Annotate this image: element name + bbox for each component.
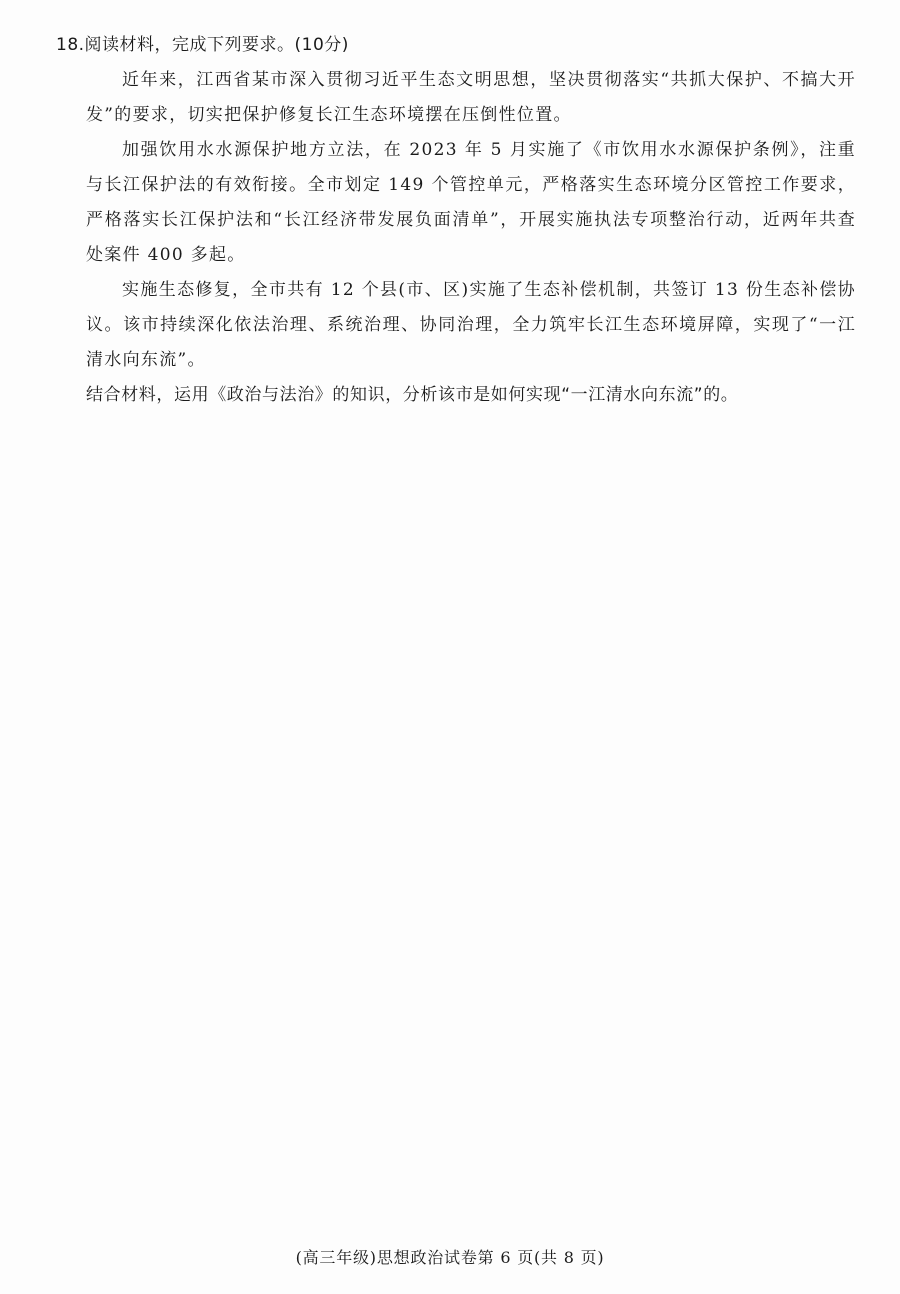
- question-task: 结合材料，运用《政治与法治》的知识，分析该市是如何实现“一江清水向东流”的。: [86, 385, 739, 405]
- material-paragraph-1: 近年来，江西省某市深入贯彻习近平生态文明思想，坚决贯彻落实“共抓大保护、不搞大开发”的要求，切实把保护修复长江生态环境摆在压倒性位置。: [86, 70, 856, 125]
- material-paragraph-3: 实施生态修复，全市共有 12 个县(市、区)实施了生态补偿机制，共签订 13 份生态补偿协议。该市持续深化依法治理、系统治理、协同治理，全力筑牢长江生态环境屏障，实现了“一江清水向东流”。: [86, 280, 856, 370]
- question-18: [56, 28, 856, 413]
- question-header: 18.阅读材料，完成下列要求。(10分): [56, 35, 349, 55]
- page-footer: (高三年级)思想政治试卷第 6 页(共 8 页): [295, 1248, 605, 1267]
- material-paragraph-2: 加强饮用水水源保护地方立法，在 2023 年 5 月实施了《市饮用水水源保护条例》，注重与长江保护法的有效衔接。全市划定 149 个管控单元，严格落实生态环境分区管控工作要求，严格落实长江保护法和“长江经济带发展负面清单”，开展实施执法专项整治行动，近两年共查处案件 400 多起。: [86, 140, 856, 265]
